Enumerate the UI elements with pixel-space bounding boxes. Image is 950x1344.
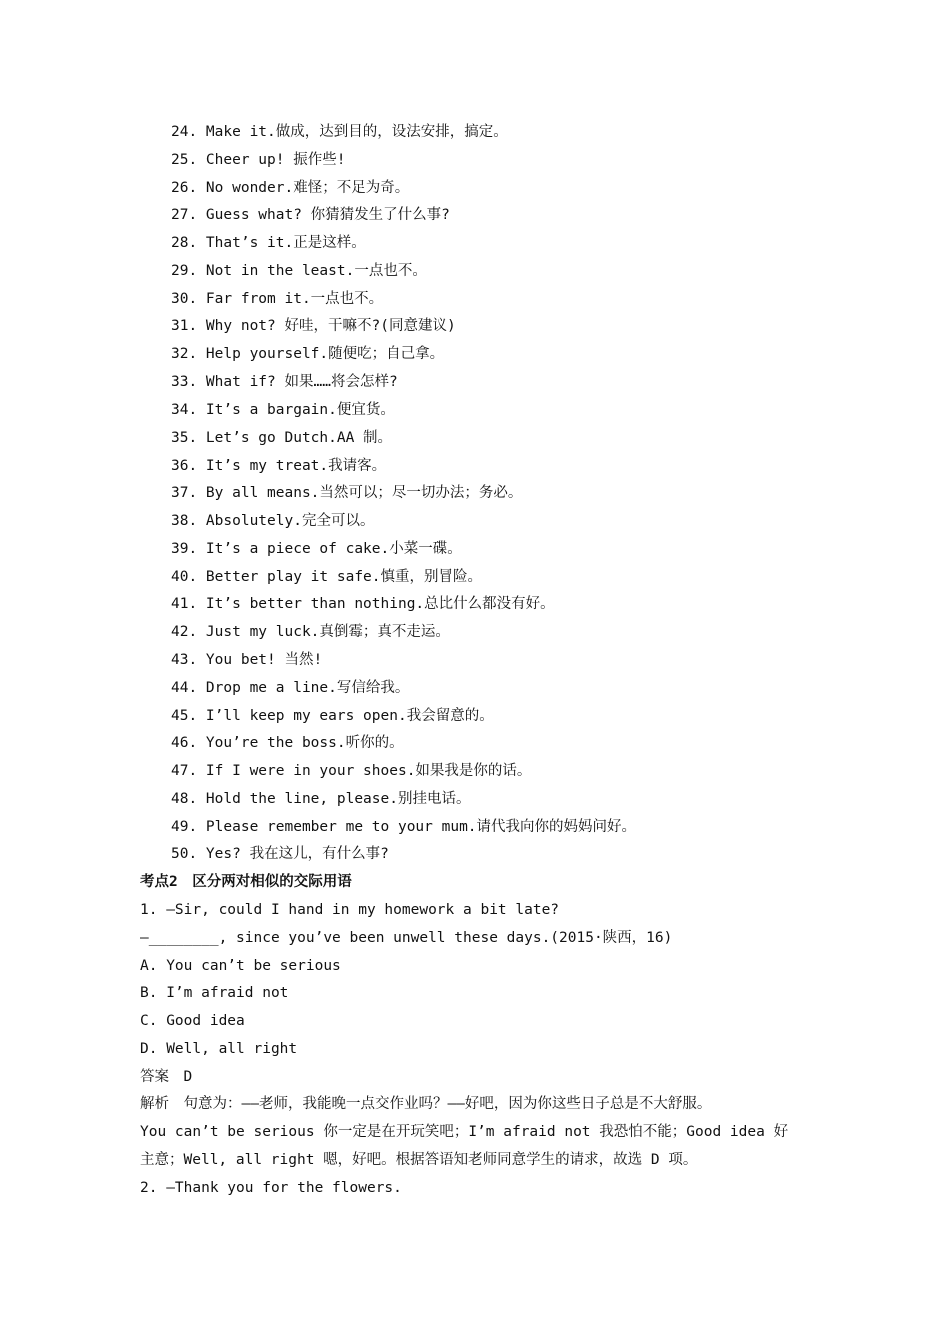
analysis-line: 主意；Well, all right 嗯，好吧。根据答语知老师同意学生的请求，故选 D 项。: [140, 1152, 698, 1168]
phrase-line: 29. Not in the least.一点也不。: [171, 263, 427, 279]
answer-line: 答案 D: [140, 1069, 193, 1085]
phrase-line: 38. Absolutely.完全可以。: [171, 513, 375, 529]
phrase-line: 48. Hold the line, please.别挂电话。: [171, 791, 471, 807]
phrase-line: 40. Better play it safe.慎重，别冒险。: [171, 569, 483, 585]
phrase-line: 42. Just my luck.真倒霉；真不走运。: [171, 624, 450, 640]
phrase-line: 34. It’s a bargain.便宜货。: [171, 402, 395, 418]
phrase-line: 35. Let’s go Dutch.AA 制。: [171, 430, 393, 446]
phrase-line: 49. Please remember me to your mum.请代我向你的妈妈问好。: [171, 819, 637, 835]
phrase-line: 50. Yes? 我在这儿，有什么事?: [171, 846, 389, 862]
phrase-line: 32. Help yourself.随便吃；自己拿。: [171, 346, 445, 362]
phrase-line: 41. It’s better than nothing.总比什么都没有好。: [171, 596, 555, 612]
phrase-line: 26. No wonder.难怪；不足为奇。: [171, 180, 410, 196]
phrase-line: 28. That’s it.正是这样。: [171, 235, 366, 251]
analysis-line: You can’t be serious 你一定是在开玩笑吧；I’m afraid not 我恐怕不能；Good idea 好: [140, 1124, 789, 1140]
option-b: B. I’m afraid not: [140, 985, 289, 1001]
option-a: A. You can’t be serious: [140, 958, 341, 974]
section-heading: 考点2 区分两对相似的交际用语: [140, 874, 352, 890]
phrase-line: 44. Drop me a line.写信给我。: [171, 680, 410, 696]
phrase-line: 47. If I were in your shoes.如果我是你的话。: [171, 763, 532, 779]
analysis-line: 解析 句意为：——老师，我能晚一点交作业吗？——好吧，因为你这些日子总是不大舒服。: [140, 1096, 712, 1112]
phrase-line: 43. You bet! 当然!: [171, 652, 323, 668]
phrase-line: 24. Make it.做成，达到目的，设法安排，搞定。: [171, 124, 508, 140]
phrase-line: 27. Guess what? 你猜猜发生了什么事?: [171, 207, 450, 223]
question-1-prompt: 1. —Sir, could I hand in my homework a bit late?: [140, 902, 560, 918]
question-2-prompt: 2. —Thank you for the flowers.: [140, 1180, 402, 1196]
phrase-line: 33. What if? 如果……将会怎样?: [171, 374, 398, 390]
phrase-line: 31. Why not? 好哇，干嘛不?(同意建议): [171, 318, 456, 334]
phrase-line: 36. It’s my treat.我请客。: [171, 458, 387, 474]
question-1-response: —________, since you’ve been unwell these days.(2015·陕西，16): [140, 930, 673, 946]
option-c: C. Good idea: [140, 1013, 245, 1029]
phrase-line: 46. You’re the boss.听你的。: [171, 735, 404, 751]
phrase-line: 45. I’ll keep my ears open.我会留意的。: [171, 708, 494, 724]
phrase-line: 25. Cheer up! 振作些!: [171, 152, 346, 168]
phrase-line: 39. It’s a piece of cake.小菜一碟。: [171, 541, 462, 557]
phrase-line: 37. By all means.当然可以；尽一切办法；务必。: [171, 485, 523, 501]
phrase-line: 30. Far from it.一点也不。: [171, 291, 384, 307]
option-d: D. Well, all right: [140, 1041, 298, 1057]
